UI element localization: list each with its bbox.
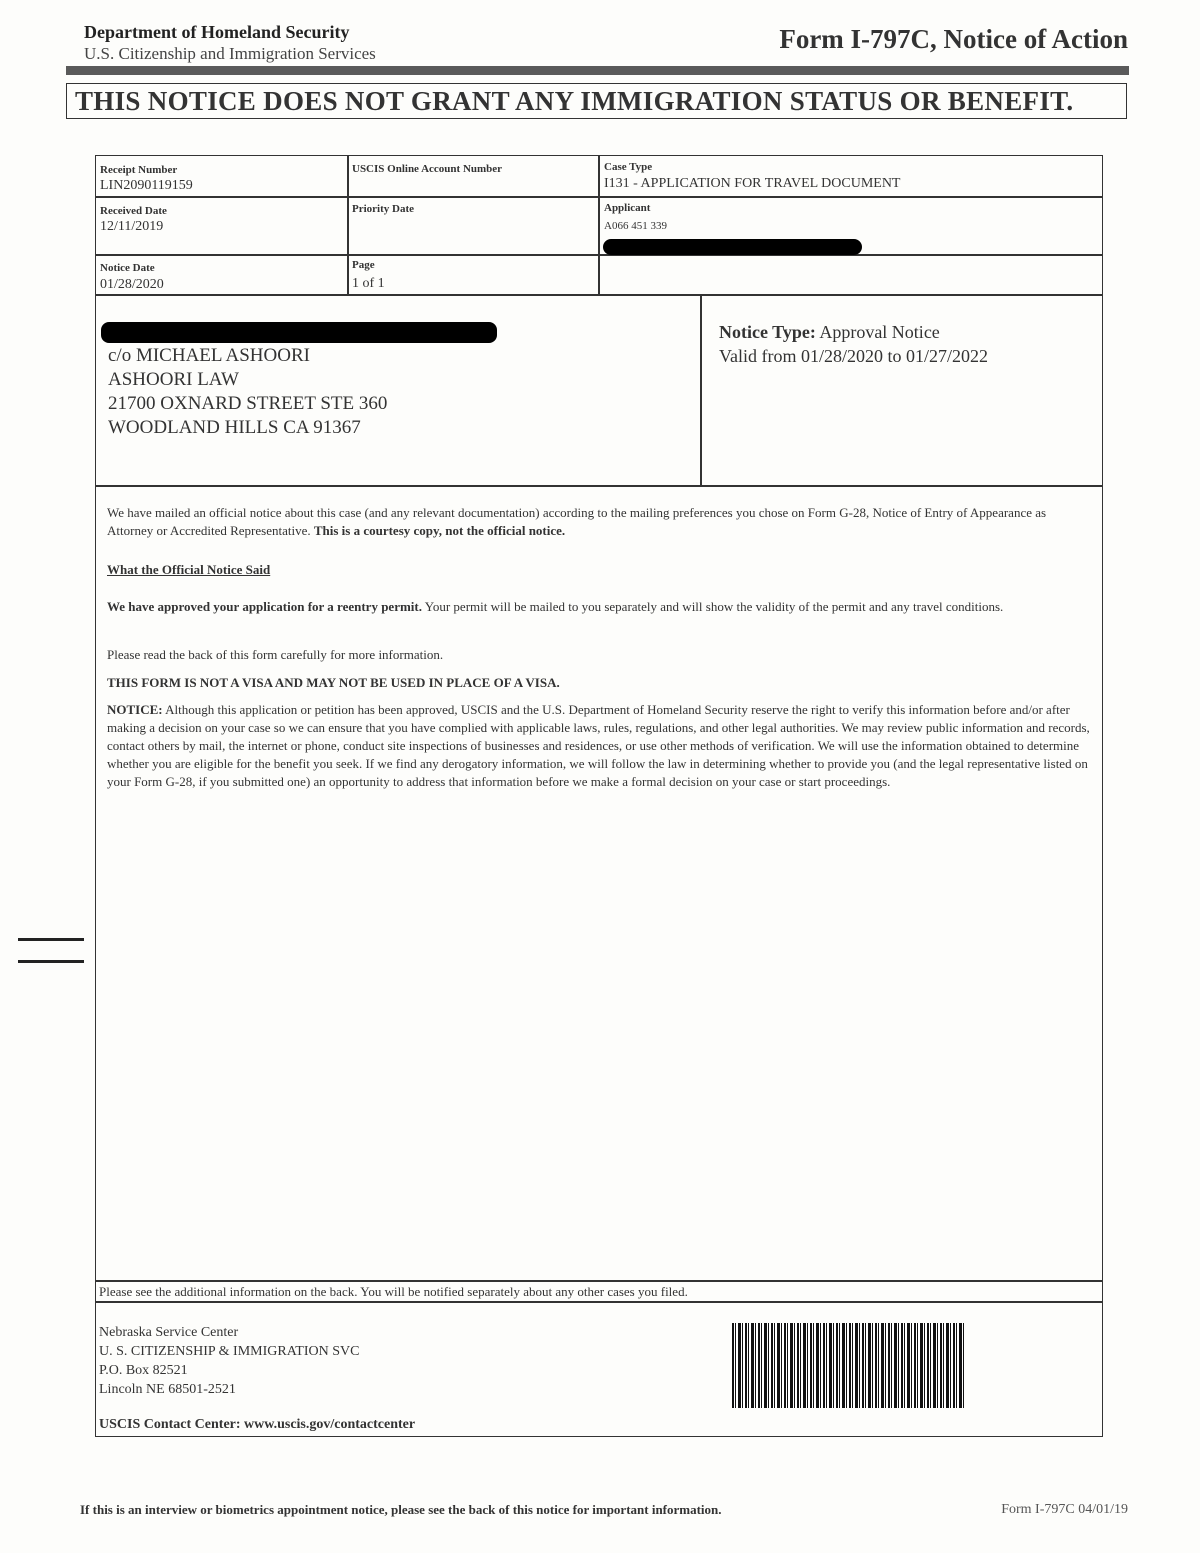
grid-line (700, 294, 702, 485)
online-account-label: USCIS Online Account Number (352, 163, 503, 175)
grid-line (598, 156, 600, 294)
section-heading: What the Official Notice Said (107, 562, 271, 577)
mailing-address (108, 344, 387, 440)
page-value: 1 of 1 (352, 276, 385, 291)
applicant-label: Applicant (604, 202, 651, 214)
received-date-label: Received Date (100, 205, 167, 217)
grid-line (96, 1301, 1102, 1303)
service-center-line: Nebraska Service Center (99, 1325, 239, 1340)
page-label: Page (352, 259, 375, 271)
contact-center: USCIS Contact Center: www.uscis.gov/contactcenter (99, 1417, 416, 1432)
priority-date-label: Priority Date (352, 203, 414, 215)
notice-type-block (719, 320, 988, 368)
form-version: Form I-797C 04/01/19 (1001, 1502, 1128, 1517)
status-banner: THIS NOTICE DOES NOT GRANT ANY IMMIGRATION STATUS OR BENEFIT. (66, 83, 1127, 119)
address-line: ASHOORI LAW (108, 369, 239, 390)
case-type-value: I131 - APPLICATION FOR TRAVEL DOCUMENT (604, 176, 901, 191)
not-a-visa-warning: THIS FORM IS NOT A VISA AND MAY NOT BE USED IN PLACE OF A VISA. (107, 675, 560, 690)
notice-bold: NOTICE: (107, 702, 163, 717)
courtesy-text: We have mailed an official notice about this case (and any relevant documentation) according to the mailing preferences you chose on Form G-28, Notice of Entry of Appearance as Attorney or Accredited Representative. (107, 505, 1047, 538)
address-line: WOODLAND HILLS CA 91367 (108, 417, 361, 438)
barcode (732, 1323, 964, 1408)
validity-period: Valid from 01/28/2020 to 01/27/2022 (719, 346, 988, 366)
grid-line (96, 485, 1102, 487)
agency-name (84, 22, 376, 64)
redaction-applicant-name (603, 239, 862, 255)
read-back-note: Please read the back of this form carefully for more information. (107, 647, 444, 662)
notice-text: Although this application or petition has been approved, USCIS and the U.S. Department of Homeland Security reserve the right to verify this information before and/or after making a decision on your case so we can ensure that you have complied with applicable laws, rules, regulations, and other legal authorities. We may review public information and records, contact others by mail, the internet or phone, conduct site inspections of businesses and residences, or use other methods of verification. We will use the information obtained to determine whether you are eligible for the benefit you seek. If we find any derogatory information, we will follow the law in determining whether to provide you (and the legal representative listed on your Form G-28, if you submitted one) an opportunity to address that information before we make a formal decision on your case or start proceedings. (107, 702, 1090, 789)
service-center-address (99, 1323, 359, 1399)
redaction-recipient-name (101, 322, 497, 343)
service-center-line: Lincoln NE 68501-2521 (99, 1382, 236, 1397)
courtesy-paragraph (107, 504, 1089, 540)
applicant-a-number: A066 451 339 (604, 220, 667, 232)
receipt-number-label: Receipt Number (100, 164, 178, 176)
courtesy-bold: This is a courtesy copy, not the official notice. (313, 523, 566, 538)
notice-paragraph (107, 701, 1097, 791)
case-type-label: Case Type (604, 161, 653, 173)
notice-type-value: Approval Notice (819, 322, 940, 342)
received-date: 12/11/2019 (100, 219, 164, 234)
form-title: Form I-797C, Notice of Action (779, 24, 1128, 54)
address-line: 21700 OXNARD STREET STE 360 (108, 393, 388, 414)
header-divider (66, 66, 1129, 75)
approval-text: Your permit will be mailed to you separately and will show the validity of the permit and any travel conditions. (422, 599, 1004, 614)
service-center-line: P.O. Box 82521 (99, 1363, 188, 1378)
agency-line-2: U.S. Citizenship and Immigration Services (84, 44, 376, 63)
approval-paragraph (107, 598, 1089, 616)
notice-type-label: Notice Type: (719, 322, 816, 342)
grid-line (96, 1280, 1102, 1282)
notice-date-label: Notice Date (100, 262, 155, 274)
margin-mark (18, 938, 84, 941)
margin-mark (18, 960, 84, 963)
grid-line (96, 294, 1102, 296)
grid-line (347, 156, 349, 294)
additional-info-note: Please see the additional information on the back. You will be notified separately about any other cases you filed. (99, 1284, 688, 1299)
footer-note: If this is an interview or biometrics appointment notice, please see the back of this notice for important information. (80, 1502, 722, 1517)
approval-bold: We have approved your application for a reentry permit. (107, 599, 422, 614)
address-line: c/o MICHAEL ASHOORI (108, 345, 310, 366)
agency-line-1: Department of Homeland Security (84, 22, 350, 42)
receipt-number: LIN2090119159 (100, 178, 193, 193)
service-center-line: U. S. CITIZENSHIP & IMMIGRATION SVC (99, 1344, 360, 1359)
notice-date: 01/28/2020 (100, 277, 164, 292)
